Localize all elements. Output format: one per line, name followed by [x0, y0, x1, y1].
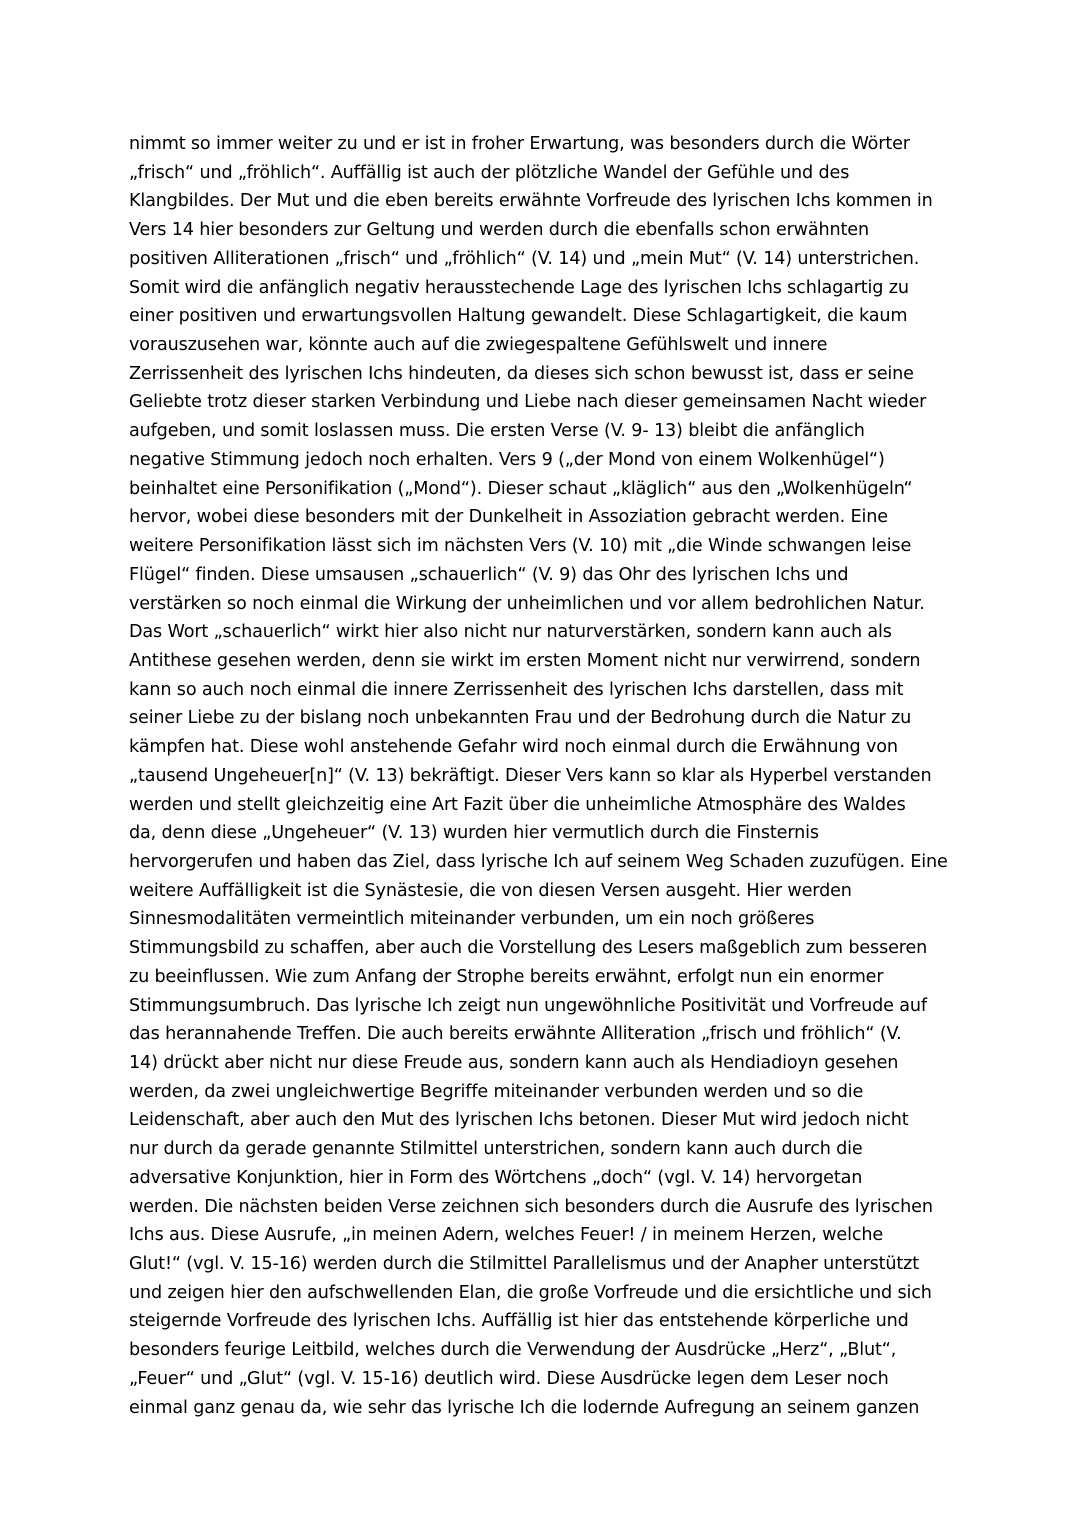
text-line: Flügel“ finden. Diese umsausen „schauerlich“ (V. 9) das Ohr des lyrischen Ichs und — [129, 564, 849, 585]
text-line: positiven Alliterationen „frisch“ und „fröhlich“ (V. 14) und „mein Mut“ (V. 14) unterstrichen. — [129, 248, 920, 269]
text-line: seiner Liebe zu der bislang noch unbekannten Frau und der Bedrohung durch die Natur zu — [129, 708, 912, 729]
text-line: 14) drückt aber nicht nur diese Freude aus, sondern kann auch als Hendiadioyn gesehen — [129, 1053, 899, 1073]
text-line: aufgeben, und somit loslassen muss. Die ersten Verse (V. 9- 13) bleibt die anfänglich — [129, 421, 865, 442]
text-line: und zeigen hier den aufschwellenden Elan, die große Vorfreude und die ersichtliche und sich — [129, 1282, 932, 1303]
text-line: Das Wort „schauerlich“ wirkt hier also nicht nur naturverstärken, sondern kann auch als — [129, 622, 892, 643]
text-line: kann so auch noch einmal die innere Zerrissenheit des lyrischen Ichs darstellen, dass mit — [129, 679, 904, 700]
text-line: kämpfen hat. Diese wohl anstehende Gefahr wird noch einmal durch die Erwähnung von — [129, 737, 898, 758]
text-line: hervor, wobei diese besonders mit der Dunkelheit in Assoziation gebracht werden. Eine — [129, 507, 888, 528]
text-line: Stimmungsumbruch. Das lyrische Ich zeigt nun ungewöhnliche Positivität und Vorfreude auf — [129, 995, 927, 1016]
text-line: steigernde Vorfreude des lyrischen Ichs. Auffällig ist hier das entstehende körperliche und — [129, 1311, 909, 1332]
text-line: vorauszusehen war, könnte auch auf die zwiegespaltene Gefühlswelt und innere — [129, 335, 828, 356]
text-line: weitere Auffälligkeit ist die Synästesie, die von diesen Versen ausgeht. Hier werden — [129, 880, 852, 901]
text-line: werden. Die nächsten beiden Verse zeichnen sich besonders durch die Ausrufe des lyrischen — [129, 1196, 933, 1217]
text-line: Glut!“ (vgl. V. 15-16) werden durch die Stilmittel Parallelismus und der Anapher unterstützt — [129, 1254, 920, 1275]
text-line: verstärken so noch einmal die Wirkung der unheimlichen und vor allem bedrohlichen Natur. — [129, 593, 925, 614]
text-line: hervorgerufen und haben das Ziel, dass lyrische Ich auf seinem Weg Schaden zuzufügen. Eine — [129, 851, 948, 872]
text-line: nimmt so immer weiter zu und er ist in froher Erwartung, was besonders durch die Wörter — [129, 134, 910, 154]
text-line: werden und stellt gleichzeitig eine Art Fazit über die unheimliche Atmosphäre des Waldes — [129, 794, 906, 815]
text-line: Vers 14 hier besonders zur Geltung und werden durch die ebenfalls schon erwähnten — [129, 220, 869, 241]
body-text — [129, 130, 969, 1422]
text-line: Antithese gesehen werden, denn sie wirkt im ersten Moment nicht nur verwirrend, sondern — [129, 650, 921, 671]
text-line: Geliebte trotz dieser starken Verbindung und Liebe nach dieser gemeinsamen Nacht wieder — [129, 392, 927, 413]
text-line: zu beeinflussen. Wie zum Anfang der Strophe bereits erwähnt, erfolgt nun ein enormer — [129, 966, 884, 987]
text-line: „tausend Ungeheuer[n]“ (V. 13) bekräftigt. Dieser Vers kann so klar als Hyperbel verstanden — [129, 765, 932, 786]
text-line: besonders feurige Leitbild, welches durch die Verwendung der Ausdrücke „Herz“, „Blut“, — [129, 1340, 897, 1361]
text-line: Klangbildes. Der Mut und die eben bereits erwähnte Vorfreude des lyrischen Ichs kommen in — [129, 191, 933, 212]
text-line: das herannahende Treffen. Die auch bereits erwähnte Alliteration „frisch und fröhlich“ (V. — [129, 1024, 902, 1045]
text-line: einer positiven und erwartungsvollen Haltung gewandelt. Diese Schlagartigkeit, die kaum — [129, 306, 908, 327]
text-line: Sinnesmodalitäten vermeintlich miteinander verbunden, um ein noch größeres — [129, 909, 815, 930]
text-line: „frisch“ und „fröhlich“. Auffällig ist auch der plötzliche Wandel der Gefühle und des — [129, 162, 850, 183]
text-line: beinhaltet eine Personifikation („Mond“). Dieser schaut „kläglich“ aus den „Wolkenhügeln“ — [129, 478, 913, 499]
text-line: Zerrissenheit des lyrischen Ichs hindeuten, da dieses sich schon bewusst ist, dass er seine — [129, 363, 914, 384]
text-line: einmal ganz genau da, wie sehr das lyrische Ich die lodernde Aufregung an seinem ganzen — [129, 1397, 920, 1418]
text-line: werden, da zwei ungleichwertige Begriffe miteinander verbunden werden und so die — [129, 1081, 864, 1102]
text-line: „Feuer“ und „Glut“ (vgl. V. 15-16) deutlich wird. Diese Ausdrücke legen dem Leser noch — [129, 1368, 889, 1389]
text-line: adversative Konjunktion, hier in Form des Wörtchens „doch“ (vgl. V. 14) hervorgetan — [129, 1167, 863, 1188]
text-line: negative Stimmung jedoch noch erhalten. Vers 9 („der Mond von einem Wolkenhügel“) — [129, 449, 885, 470]
text-line: Ichs aus. Diese Ausrufe, „in meinen Adern, welches Feuer! / in meinem Herzen, welche — [129, 1225, 884, 1246]
text-line: Somit wird die anfänglich negativ herausstechende Lage des lyrischen Ichs schlagartig zu — [129, 277, 909, 298]
text-line: Leidenschaft, aber auch den Mut des lyrischen Ichs betonen. Dieser Mut wird jedoch nicht — [129, 1110, 909, 1131]
text-line: da, denn diese „Ungeheuer“ (V. 13) wurden hier vermutlich durch die Finsternis — [129, 823, 819, 844]
text-line: weitere Personifikation lässt sich im nächsten Vers (V. 10) mit „die Winde schwangen leise — [129, 536, 912, 557]
text-line: nur durch da gerade genannte Stilmittel unterstrichen, sondern kann auch durch die — [129, 1139, 863, 1160]
text-line: Stimmungsbild zu schaffen, aber auch die Vorstellung des Lesers maßgeblich zum besseren — [129, 938, 928, 959]
